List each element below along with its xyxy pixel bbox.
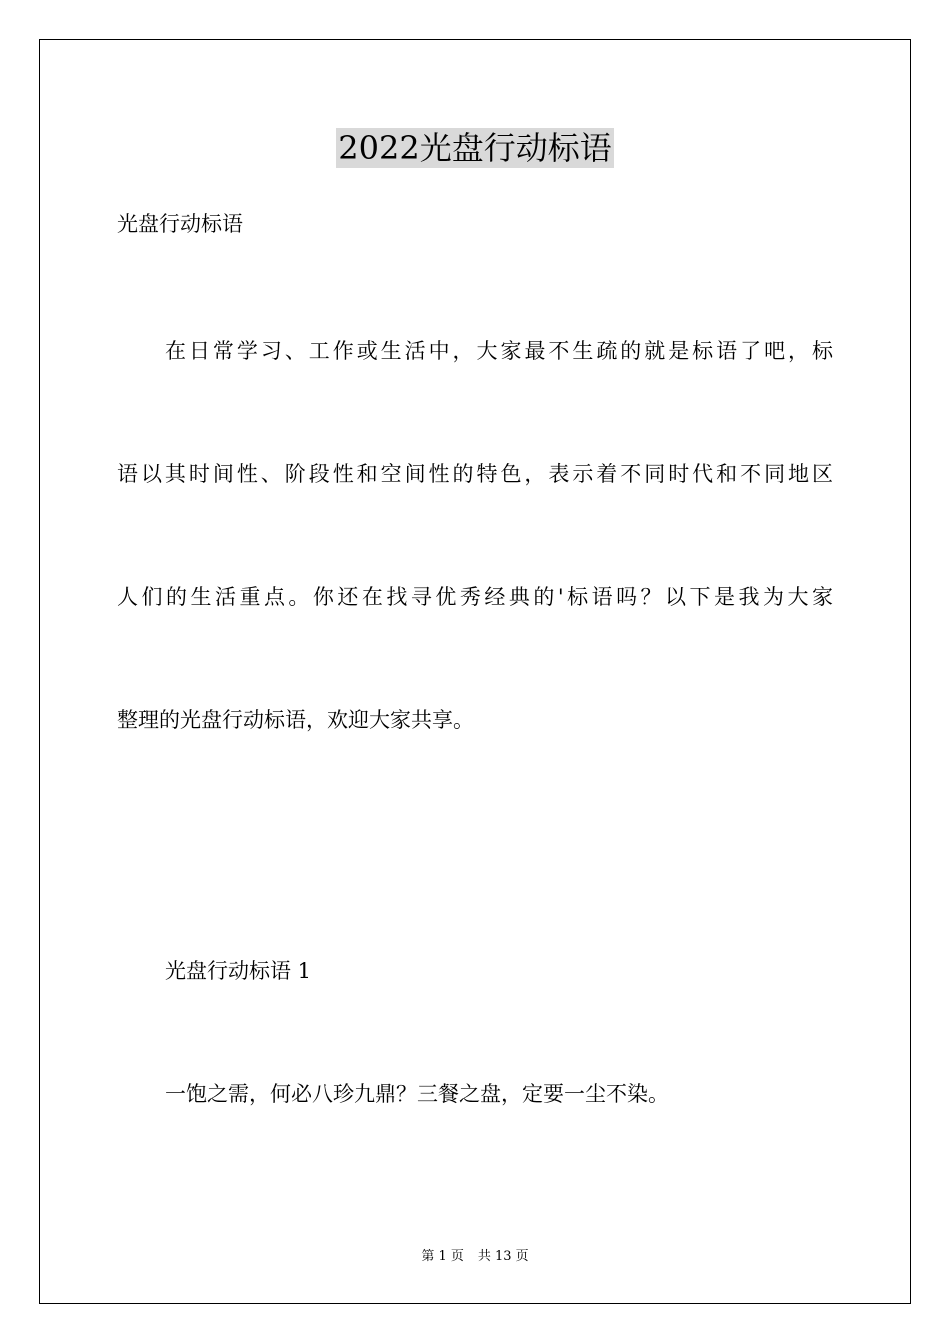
- section-heading: 光盘行动标语 1: [165, 959, 312, 983]
- intro-line-4: 整理的光盘行动标语，欢迎大家共享。: [117, 708, 474, 732]
- page-number: 第 1 页: [421, 1249, 464, 1264]
- intro-line-1: 在日常学习、工作或生活中，大家最不生疏的就是标语了吧，标: [165, 339, 833, 363]
- page-total: 共 13 页: [477, 1249, 529, 1264]
- slogan-text: 一饱之需，何必八珍九鼎？三餐之盘，定要一尘不染。: [165, 1082, 669, 1106]
- page-footer: [0, 1248, 950, 1266]
- intro-line-2: 语以其时间性、阶段性和空间性的特色，表示着不同时代和不同地区: [117, 462, 833, 486]
- intro-line-3: 人们的生活重点。你还在找寻优秀经典的'标语吗？以下是我为大家: [117, 585, 833, 609]
- title-container: [0, 128, 950, 168]
- document-subtitle: 光盘行动标语: [117, 212, 243, 236]
- document-title: 2022光盘行动标语: [338, 129, 612, 167]
